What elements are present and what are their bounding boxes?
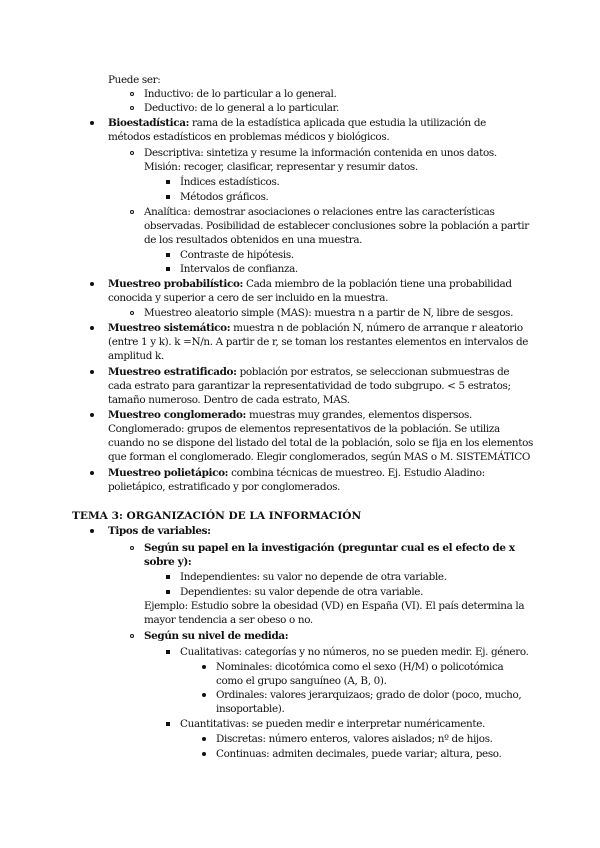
- list-item: (entre 1 y k). k =N/n. A partir de r, se toman los restantes elementos en intervalos de: [108, 336, 529, 348]
- list-item: sobre y):: [144, 556, 192, 568]
- square-bullet-icon: [166, 267, 170, 271]
- hollow-bullet-icon: [130, 546, 134, 550]
- list-item: mayor tendencia a ser obeso o no.: [144, 614, 313, 626]
- hollow-bullet-icon: [130, 634, 134, 638]
- hollow-bullet-icon: [130, 92, 134, 96]
- term: Muestreo polietápico:: [108, 467, 229, 479]
- list-item: Muestreo aleatorio simple (MAS): muestra n a partir de N, libre de sesgos.: [144, 307, 514, 319]
- list-item: Conglomerado: grupos de elementos representativos de la población. Se utiliza: [108, 423, 500, 435]
- list-item: Nominales: dicotómica como el sexo (H/M) o policotómica: [216, 661, 504, 673]
- list-item: Cuantitativas: se pueden medir e interpretar numéricamente.: [180, 718, 485, 730]
- bullet-icon: [202, 737, 206, 741]
- square-bullet-icon: [166, 253, 170, 257]
- list-item: Ordinales: valores jerarquizaos; grado de dolor (poco, mucho,: [216, 689, 522, 701]
- hollow-bullet-icon: [130, 151, 134, 155]
- list-item: Misión: recoger, clasificar, representar y resumir datos.: [144, 161, 418, 173]
- definition: combina técnicas de muestreo. Ej. Estudio Aladino:: [228, 467, 485, 479]
- list-item: Ejemplo: Estudio sobre la obesidad (VD) en España (VI). El país determina la: [144, 600, 525, 612]
- definition: muestra n de población N, número de arranque r aleatorio: [230, 322, 523, 334]
- list-item: [108, 277, 512, 291]
- list-item: [108, 321, 523, 335]
- list-item: Dependientes: su valor depende de otra variable.: [180, 586, 424, 598]
- hollow-bullet-icon: [130, 311, 134, 315]
- hollow-bullet-icon: [130, 210, 134, 214]
- list-item: cada estrato para garantizar la representatividad de todo subgrupo. < 5 estratos;: [108, 380, 511, 392]
- definition: muestras muy grandes, elementos dispersos.: [246, 409, 472, 421]
- list-item: Deductivo: de lo general a lo particular.: [144, 102, 339, 114]
- list-item: Analítica: demostrar asociaciones o relaciones entre las características: [144, 206, 495, 218]
- bullet-icon: [90, 326, 94, 330]
- hollow-bullet-icon: [130, 106, 134, 110]
- list-item: amplitud k.: [108, 350, 164, 362]
- list-item: Según su nivel de medida:: [144, 630, 289, 642]
- definition: población por estratos, se seleccionan submuestras de: [236, 366, 510, 378]
- square-bullet-icon: [166, 575, 170, 579]
- bullet-icon: [90, 413, 94, 417]
- list-item: Métodos gráficos.: [180, 191, 269, 203]
- list-item: Descriptiva: sintetiza y resume la información contenida en unos datos.: [144, 147, 497, 159]
- list-item: Cualitativas: categorías y no números, no se pueden medir. Ej. género.: [180, 646, 529, 658]
- list-item: Independientes: su valor no depende de otra variable.: [180, 571, 447, 583]
- bullet-icon: [202, 665, 206, 669]
- bullet-icon: [202, 693, 206, 697]
- list-item: como el grupo sanguíneo (A, B, 0).: [216, 675, 387, 687]
- list-item: insoportable).: [216, 703, 285, 715]
- list-item: Inductivo: de lo particular a lo general.: [144, 88, 337, 100]
- list-item: Intervalos de confianza.: [180, 263, 298, 275]
- list-item: [108, 408, 472, 422]
- list-item: métodos estadísticos en problemas médicos y biológicos.: [108, 131, 390, 143]
- list-item: Tipos de variables:: [108, 525, 211, 537]
- term: Muestreo probabilístico:: [108, 278, 244, 290]
- bullet-icon: [202, 752, 206, 756]
- list-item: [108, 116, 486, 130]
- list-item: que forman el conglomerado. Elegir conglomerados, según MAS o M. SISTEMÁTICO: [108, 451, 531, 463]
- section-heading: TEMA 3: ORGANIZACIÓN DE LA INFORMACIÓN: [72, 510, 362, 522]
- list-item: Discretas: número enteros, valores aislados; nº de hijos.: [216, 733, 493, 745]
- bullet-icon: [90, 121, 94, 125]
- intro-line: Puede ser:: [108, 74, 161, 86]
- bullet-icon: [90, 471, 94, 475]
- list-item: [108, 365, 509, 379]
- definition: rama de la estadística aplicada que estudia la utilización de: [189, 117, 486, 129]
- list-item: observadas. Posibilidad de establecer conclusiones sobre la población a partir: [144, 220, 529, 232]
- term: Muestreo estratificado:: [108, 366, 237, 378]
- list-item: tamaño numeroso. Dentro de cada estrato, MAS.: [108, 394, 350, 406]
- list-item: Contraste de hipótesis.: [180, 249, 294, 261]
- square-bullet-icon: [166, 180, 170, 184]
- list-item: de los resultados obtenidos en una muestra.: [144, 234, 363, 246]
- square-bullet-icon: [166, 650, 170, 654]
- square-bullet-icon: [166, 195, 170, 199]
- list-item: polietápico, estratificado y por conglomerados.: [108, 481, 341, 493]
- bullet-icon: [90, 282, 94, 286]
- list-item: Continuas: admiten decimales, puede variar; altura, peso.: [216, 748, 502, 760]
- definition: Cada miembro de la población tiene una probabilidad: [243, 278, 512, 290]
- square-bullet-icon: [166, 722, 170, 726]
- list-item: cuando no se dispone del listado del total de la población, solo se fija en los elementos: [108, 437, 533, 449]
- term: Muestreo sistemático:: [108, 322, 231, 334]
- list-item: Índices estadísticos.: [180, 176, 280, 188]
- bullet-icon: [90, 529, 94, 533]
- term: Muestreo conglomerado:: [108, 409, 247, 421]
- list-item: Según su papel en la investigación (preguntar cual es el efecto de x: [144, 542, 515, 554]
- list-item: [108, 466, 485, 480]
- bullet-icon: [90, 370, 94, 374]
- square-bullet-icon: [166, 590, 170, 594]
- list-item: conocida y superior a cero de ser incluido en la muestra.: [108, 292, 389, 304]
- term: Bioestadística:: [108, 117, 190, 129]
